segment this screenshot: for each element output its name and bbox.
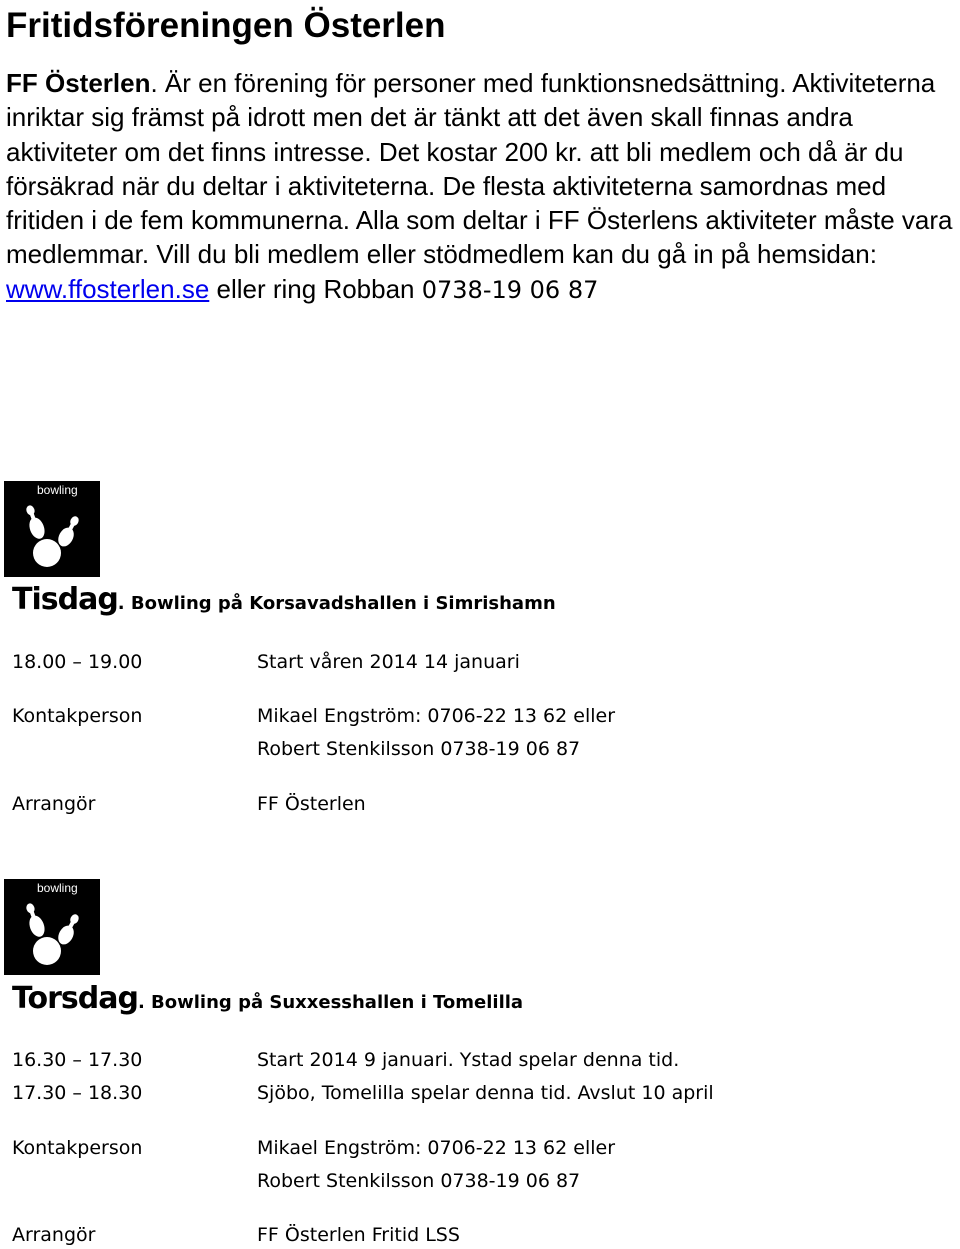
- event-place: . Bowling på Suxxesshallen i Tomelilla: [137, 992, 524, 1013]
- event-place: . Bowling på Korsavadshallen i Simrishamn: [117, 593, 556, 614]
- intro-after-link: eller ring Robban: [209, 273, 422, 304]
- row-value: FF Österlen Fritid LSS: [257, 1224, 460, 1246]
- website-link[interactable]: www.ffosterlen.se: [6, 273, 210, 304]
- row-value: Mikael Engström: 0706-22 13 62 eller: [257, 705, 616, 727]
- intro-paragraph: [6, 66, 956, 307]
- page-title: Fritidsföreningen Österlen: [6, 6, 446, 45]
- row-value: Start 2014 9 januari. Ystad spelar denna tid.: [257, 1049, 680, 1071]
- bowling-logo: [4, 879, 100, 975]
- row-key: Arrangör: [12, 1224, 96, 1246]
- event-heading: [12, 584, 556, 620]
- event-day: Tisdag: [12, 582, 118, 617]
- bowling-logo-text: bowling: [37, 881, 78, 895]
- row-key: Kontakperson: [12, 705, 143, 727]
- intro-phone: 0738-19 06 87: [421, 275, 599, 304]
- bowling-logo: [4, 481, 100, 577]
- event-day: Torsdag: [12, 981, 138, 1016]
- row-value: Sjöbo, Tomelilla spelar denna tid. Avslut 10 april: [257, 1082, 714, 1104]
- bowling-logo-text: bowling: [37, 483, 78, 497]
- intro-lead: . Är en förening för personer med funktionsnedsättning. Aktiviteterna inriktar sig främst på idrott men det är tänkt att det även skall finnas andra aktiviteter om det finns intresse. Det kostar 200 kr. att bli medlem och då är du försäkrad när du deltar i aktiviteterna. De flesta aktiviteterna samordnas med fritiden i de fem kommunerna. Alla som deltar i FF Österlens aktiviteter måste vara medlemmar. Vill du bli medlem eller stödmedlem kan du gå in på hemsidan:: [6, 68, 953, 270]
- row-value: Robert Stenkilsson 0738-19 06 87: [257, 738, 581, 760]
- row-value: Robert Stenkilsson 0738-19 06 87: [257, 1170, 581, 1192]
- row-key: Kontakperson: [12, 1137, 143, 1159]
- bowling-pins-icon: [4, 879, 100, 975]
- row-key: 16.30 – 17.30: [12, 1049, 143, 1071]
- event-heading: [12, 983, 523, 1019]
- row-key: Arrangör: [12, 793, 96, 815]
- row-key: 17.30 – 18.30: [12, 1082, 143, 1104]
- row-value: FF Österlen: [257, 793, 366, 815]
- row-key: 18.00 – 19.00: [12, 651, 143, 673]
- row-value: Mikael Engström: 0706-22 13 62 eller: [257, 1137, 616, 1159]
- intro-brand: FF Österlen: [6, 68, 151, 98]
- bowling-pins-icon: [4, 481, 100, 577]
- row-value: Start våren 2014 14 januari: [257, 651, 520, 673]
